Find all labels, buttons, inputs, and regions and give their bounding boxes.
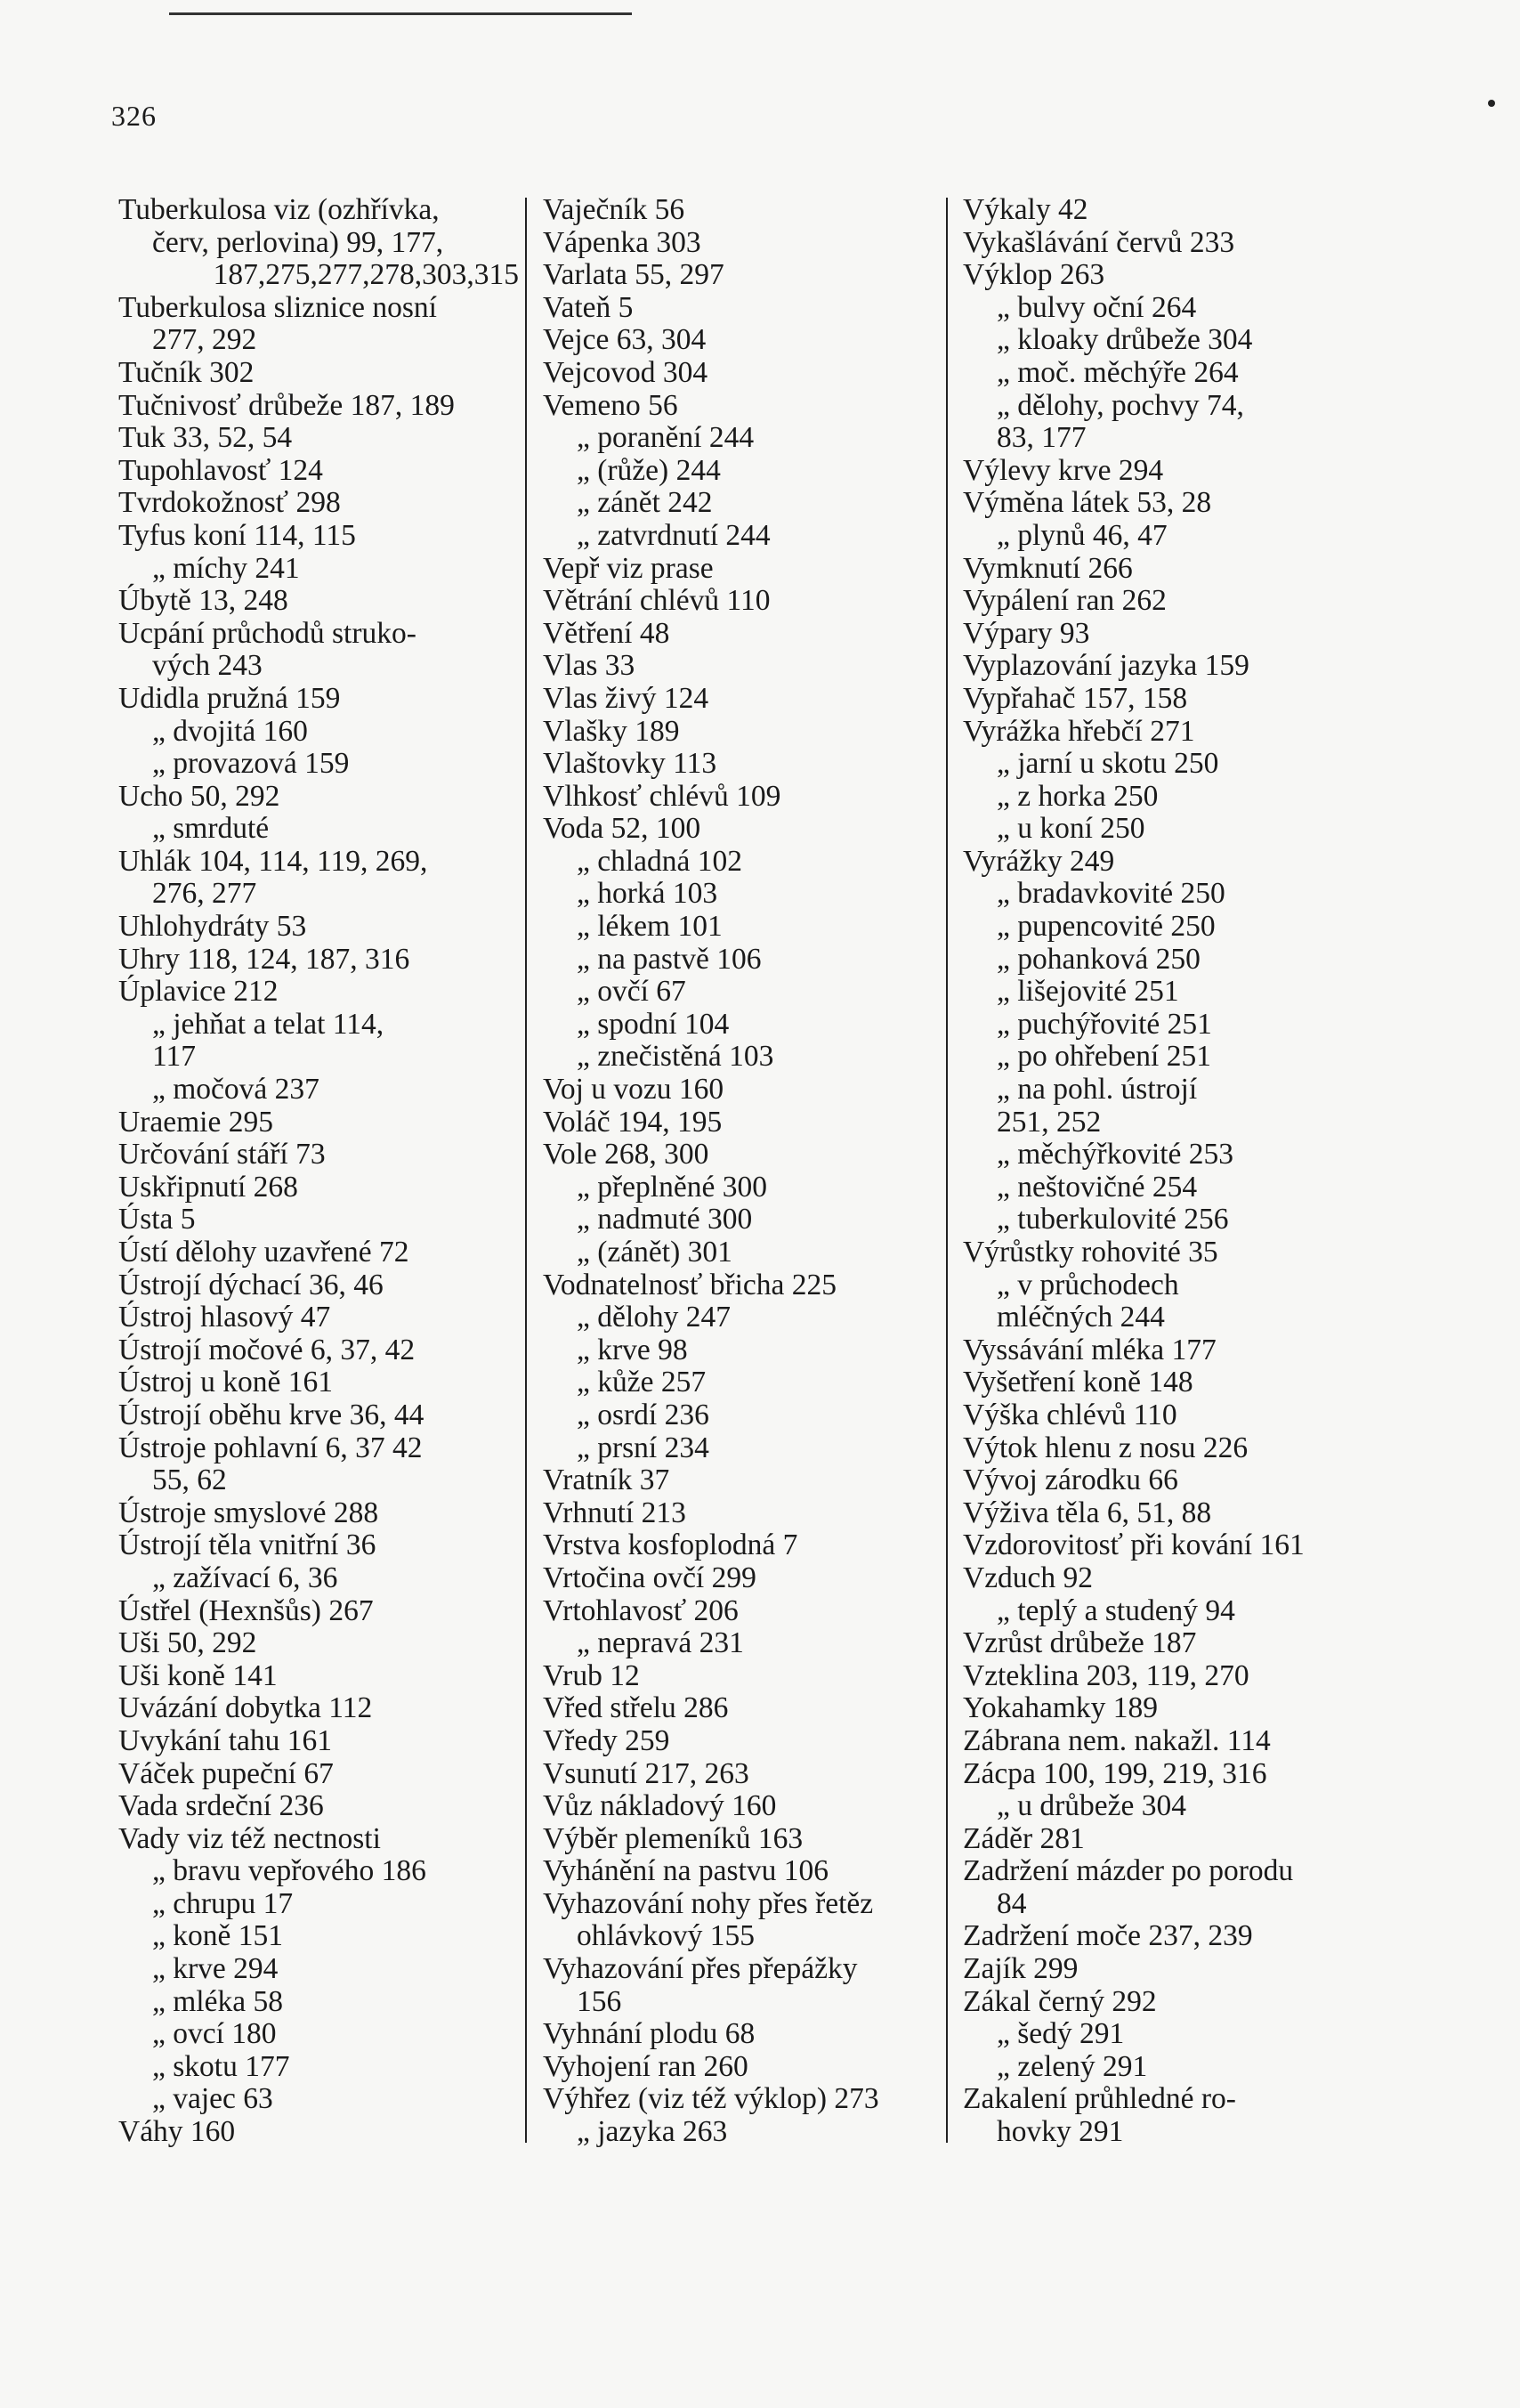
index-entry: „ krve 98 [577,1333,688,1366]
index-entry: ohlávkový 155 [577,1919,756,1953]
index-entry: Výhřez (viz též výklop) 273 [543,2082,879,2116]
index-entry: „ teplý a studený 94 [997,1593,1235,1627]
index-entry: Tuk 33, 52, 54 [118,421,293,455]
index-entry: Vápenka 303 [543,225,701,259]
index-entry: Výtok hlenu z nosu 226 [963,1431,1249,1464]
index-entry: Udidla pružná 159 [118,681,341,715]
index-entry: Ústrojí oběhu krve 36, 44 [118,1398,424,1431]
index-entry: „ kloaky drůbeže 304 [997,323,1253,357]
index-entry: Vlas živý 124 [543,681,709,715]
index-entry: „ tuberkulovité 256 [997,1203,1229,1236]
index-entry: „ zelený 291 [997,2049,1148,2083]
index-entry: Tyfus koní 114, 115 [118,518,356,552]
index-entry: Zadržení mázder po porodu [963,1854,1294,1888]
index-entry: Tučnivosť drůbeže 187, 189 [118,388,455,422]
index-entry: 156 [577,1984,622,2018]
index-column-3 [963,194,1390,2149]
index-entry: „ puchýřovité 251 [997,1007,1212,1041]
index-entry: Zakalení průhledné ro- [963,2082,1236,2116]
index-entry: Vůz nákladový 160 [543,1789,777,1823]
index-entry: Záděr 281 [963,1821,1085,1855]
index-entry: Uvázání dobytka 112 [118,1691,373,1725]
index-entry: „ chladná 102 [577,844,743,878]
index-entry: 276, 277 [152,877,257,911]
index-entry: „ dělohy, pochvy 74, [997,388,1244,422]
index-entry: 83, 177 [997,421,1087,455]
index-entry: Vzduch 92 [963,1561,1094,1594]
index-entry: Tuberkulosa sliznice nosní [118,290,437,324]
index-entry: „ jazyka 263 [577,2115,728,2149]
index-entry: „ neštovičné 254 [997,1170,1198,1204]
index-entry: „ znečistěná 103 [577,1040,774,1074]
index-entry: Vyhazování přes přepážky [543,1952,858,1986]
index-column-2 [543,194,934,2149]
index-entry: Vypřahač 157, 158 [963,681,1188,715]
index-entry: Vrtočina ovčí 299 [543,1561,756,1594]
index-entry: Vypálení ran 262 [963,584,1167,618]
page-number: 326 [111,100,157,132]
index-entry: „ vajec 63 [152,2082,273,2116]
index-entry: Zácpa 100, 199, 219, 316 [963,1756,1267,1790]
index-entry: vých 243 [152,649,263,683]
index-entry: „ moč. měchýře 264 [997,355,1239,389]
index-entry: červ, perlovina) 99, 177, [152,225,444,259]
index-entry: Vateň 5 [543,290,634,324]
index-entry: Voj u vozu 160 [543,1073,724,1107]
index-entry: „ dvojitá 160 [152,714,308,748]
index-entry: Vlaštovky 113 [543,747,717,781]
index-entry: Uraemie 295 [118,1105,273,1139]
index-entry: „ mléka 58 [152,1984,283,2018]
column-divider-2 [946,198,948,2143]
index-entry: Zákal černý 292 [963,1984,1157,2018]
index-entry: Ucpání průchodů struko- [118,616,416,650]
index-entry: „ po ohřebení 251 [997,1040,1211,1074]
index-entry: Tuberkulosa viz (ozhřívka, [118,193,440,226]
index-entry: Úbytě 13, 248 [118,584,288,618]
index-entry: „ u drůbeže 304 [997,1789,1187,1823]
index-entry: „ spodní 104 [577,1007,730,1041]
index-entry: „ jehňat a telat 114, [152,1007,384,1041]
index-entry: „ u koní 250 [997,812,1145,846]
index-entry: Ústrojí močové 6, 37, 42 [118,1333,416,1366]
index-entry: Vepř viz prase [543,551,714,585]
index-entry: Vrub 12 [543,1658,640,1692]
index-entry: „ bulvy oční 264 [997,290,1197,324]
index-column-1 [118,194,519,2149]
index-entry: Yokahamky 189 [963,1691,1159,1725]
index-entry: Vaječník 56 [543,193,685,226]
index-entry: Vsunutí 217, 263 [543,1756,749,1790]
index-entry: Vemeno 56 [543,388,678,422]
index-entry: „ míchy 241 [152,551,300,585]
index-entry: Vady viz též nectnosti [118,1821,381,1855]
index-entry: Ústřel (Hexnšůs) 267 [118,1593,374,1627]
index-entry: „ v průchodech [997,1268,1179,1301]
index-entry: Uhry 118, 124, 187, 316 [118,942,410,976]
index-entry: Vřed střelu 286 [543,1691,729,1725]
index-entry: 117 [152,1040,197,1074]
index-entry: Voda 52, 100 [543,812,701,846]
index-entry: Vrhnutí 213 [543,1496,686,1529]
index-entry: Vole 268, 300 [543,1138,709,1172]
index-entry: Ústroje pohlavní 6, 37 42 [118,1431,423,1464]
index-entry: Vlašky 189 [543,714,680,748]
index-entry: Vymknutí 266 [963,551,1133,585]
index-entry: „ skotu 177 [152,2049,290,2083]
index-entry: Vlas 33 [543,649,635,683]
index-entry: Vředy 259 [543,1723,670,1757]
index-entry: Ústí dělohy uzavřené 72 [118,1236,409,1269]
index-entry: Vykašlávání červů 233 [963,225,1235,259]
index-entry: „ prsní 234 [577,1431,709,1464]
edge-dot-mark [1488,100,1495,107]
index-entry: Ústroj u koně 161 [118,1366,333,1399]
index-entry: „ na pohl. ústrojí [997,1073,1198,1107]
index-entry: Vyssávání mléka 177 [963,1333,1217,1366]
index-entry: Vratník 37 [543,1463,670,1497]
index-entry: „ osrdí 236 [577,1398,709,1431]
index-entry: Uvykání tahu 161 [118,1723,333,1757]
index-entry: „ z horka 250 [997,779,1159,813]
index-entry: Tvrdokožnosť 298 [118,486,341,520]
index-entry: „ nepravá 231 [577,1626,744,1660]
index-entry: „ močová 237 [152,1073,319,1107]
index-entry: „ lišejovité 251 [997,975,1179,1009]
index-entry: Vzteklina 203, 119, 270 [963,1658,1249,1692]
index-entry: Výměna látek 53, 28 [963,486,1212,520]
index-entry: „ (zánět) 301 [577,1236,732,1269]
index-entry: „ koně 151 [152,1919,283,1953]
index-entry: 84 [997,1886,1027,1920]
index-entry: Tučník 302 [118,355,255,389]
index-entry: Uši koně 141 [118,1658,278,1692]
index-entry: Ústrojí těla vnitřní 36 [118,1528,376,1562]
index-entry: „ bradavkovité 250 [997,877,1225,911]
index-entry: 55, 62 [152,1463,227,1497]
index-entry: „ přeplněné 300 [577,1170,767,1204]
index-entry: Uskřipnutí 268 [118,1170,298,1204]
index-entry: „ zažívací 6, 36 [152,1561,338,1594]
index-entry: Vzrůst drůbeže 187 [963,1626,1197,1660]
index-entry: Vlhkosť chlévů 109 [543,779,781,813]
index-entry: Varlata 55, 297 [543,258,724,292]
index-entry: „ horká 103 [577,877,718,911]
index-entry: „ jarní u skotu 250 [997,747,1219,781]
index-entry: Vzdorovitosť při kování 161 [963,1528,1305,1562]
index-entry: Ústroj hlasový 47 [118,1301,331,1334]
index-entry: „ krve 294 [152,1952,279,1986]
index-entry: „ zatvrdnutí 244 [577,518,771,552]
index-entry: Ucho 50, 292 [118,779,280,813]
index-entry: „ kůže 257 [577,1366,707,1399]
index-entry: Vada srdeční 236 [118,1789,324,1823]
index-entry: „ šedý 291 [997,2017,1125,2051]
index-entry: Uhlák 104, 114, 119, 269, [118,844,428,878]
index-entry: Ústroje smyslové 288 [118,1496,379,1529]
index-entry: Větření 48 [543,616,670,650]
index-entry: Vejcovod 304 [543,355,708,389]
index-entry: „ poranění 244 [577,421,755,455]
index-entry: Vrtohlavosť 206 [543,1593,739,1627]
index-entry: Váček pupeční 67 [118,1756,334,1790]
index-entry: 187,275,277,278,303,315 [213,258,519,292]
index-entry: Úplavice 212 [118,975,279,1009]
index-entry: Ústa 5 [118,1203,196,1236]
index-entry: Vrstva kosfoplodná 7 [543,1528,798,1562]
index-entry: Větrání chlévů 110 [543,584,771,618]
index-entry: Výživa těla 6, 51, 88 [963,1496,1212,1529]
index-entry: Vyhojení ran 260 [543,2049,748,2083]
index-entry: Určování stáří 73 [118,1138,326,1172]
index-entry: Výklop 263 [963,258,1105,292]
index-entry: 251, 252 [997,1105,1102,1139]
index-entry: Výška chlévů 110 [963,1398,1177,1431]
index-entry: 277, 292 [152,323,257,357]
index-entry: Ústrojí dýchací 36, 46 [118,1268,384,1301]
index-entry: Tupohlavosť 124 [118,453,323,487]
index-entry: Vejce 63, 304 [543,323,707,357]
index-entry: „ zánět 242 [577,486,713,520]
index-entry: „ (růže) 244 [577,453,721,487]
column-divider-1 [525,198,527,2143]
index-entry: „ bravu vepřového 186 [152,1854,426,1888]
index-entry: „ pohanková 250 [997,942,1201,976]
index-entry: Výrůstky rohovité 35 [963,1236,1218,1269]
index-entry: „ ovcí 180 [152,2017,277,2051]
index-entry: „ na pastvě 106 [577,942,762,976]
index-entry: Váhy 160 [118,2115,236,2149]
index-entry: „ lékem 101 [577,910,723,944]
index-entry: Vodnatelnosť břicha 225 [543,1268,837,1301]
index-entry: Vyhazování nohy přes řetěz [543,1886,874,1920]
top-edge-rule [169,12,632,15]
index-entry: Vyšetření koně 148 [963,1366,1193,1399]
index-entry: Zajík 299 [963,1952,1079,1986]
index-entry: Vyhnání plodu 68 [543,2017,756,2051]
index-entry: Vyrážka hřebčí 271 [963,714,1195,748]
index-entry: Zadržení moče 237, 239 [963,1919,1253,1953]
index-entry: Zábrana nem. nakažl. 114 [963,1723,1271,1757]
index-entry: Výlevy krve 294 [963,453,1164,487]
index-entry: „ ovčí 67 [577,975,686,1009]
index-entry: Výkaly 42 [963,193,1088,226]
index-entry: Vyplazování jazyka 159 [963,649,1249,683]
index-entry: „ smrduté [152,812,270,846]
index-entry: mléčných 244 [997,1301,1165,1334]
index-entry: „ pupencovité 250 [997,910,1216,944]
index-entry: Uši 50, 292 [118,1626,257,1660]
index-entry: Výpary 93 [963,616,1090,650]
index-entry: „ dělohy 247 [577,1301,732,1334]
index-entry: Voláč 194, 195 [543,1105,723,1139]
index-entry: „ plynů 46, 47 [997,518,1168,552]
index-entry: hovky 291 [997,2115,1124,2149]
index-entry: Uhlohydráty 53 [118,910,307,944]
index-entry: Vyrážky 249 [963,844,1115,878]
index-entry: Vývoj zárodku 66 [963,1463,1178,1497]
index-entry: „ chrupu 17 [152,1886,294,1920]
index-entry: „ měchýřkovité 253 [997,1138,1234,1172]
index-entry: Výběr plemeníků 163 [543,1821,804,1855]
index-entry: „ nadmuté 300 [577,1203,753,1236]
index-entry: Vyhánění na pastvu 106 [543,1854,829,1888]
index-entry: „ provazová 159 [152,747,350,781]
